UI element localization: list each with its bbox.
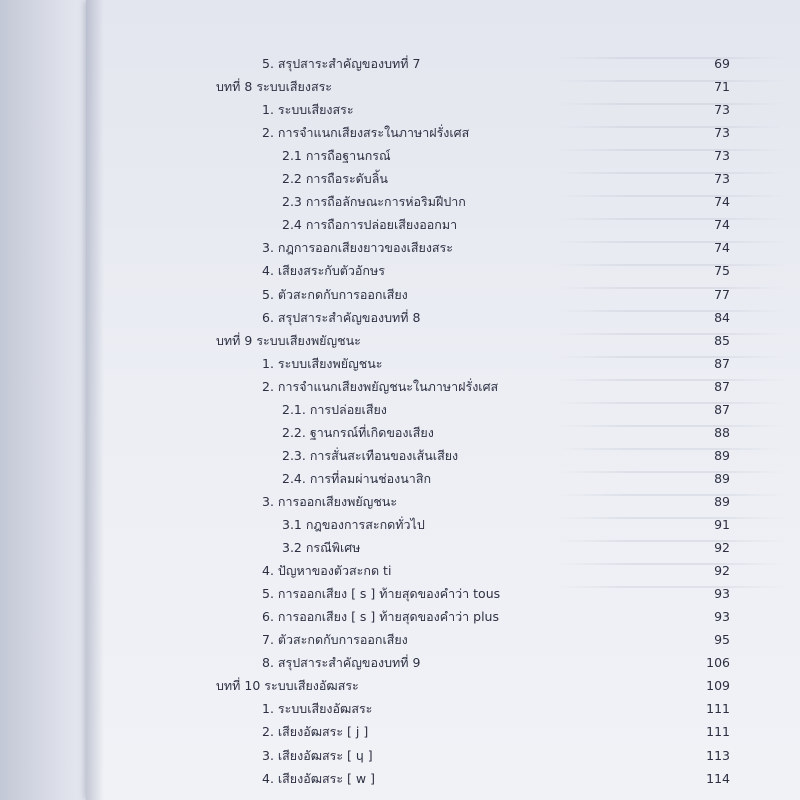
toc-entry-label: 4. ปัญหาของตัวสะกด ti (262, 563, 392, 579)
toc-page-number: 87 (714, 401, 730, 417)
toc-entry-label: 1. ระบบเสียงพยัญชนะ (262, 355, 383, 371)
toc-page-number: 93 (714, 609, 730, 625)
toc-page-number: 111 (706, 701, 730, 717)
toc-entry-label: 2.3. การสั่นสะเทือนของเส้นเสียง (282, 447, 459, 463)
toc-page-number: 73 (714, 171, 730, 187)
toc-entry-label: 4. เสียงอัฒสระ [ w ] (262, 770, 375, 786)
toc-page-number: 73 (714, 102, 730, 118)
book-cover-edge (0, 0, 86, 800)
toc-entry-label: 2.2 การถือระดับลิ้น (282, 171, 388, 187)
toc-page-number: 106 (706, 655, 730, 671)
toc-page-number: 111 (706, 724, 730, 740)
toc-page-number: 89 (714, 493, 730, 509)
toc-chapter-heading: บทที่ 9 ระบบเสียงพยัญชนะ (216, 332, 361, 348)
toc-page-number: 74 (714, 240, 730, 256)
toc-entry-label: 2. การจำแนกเสียงสระในภาษาฝรั่งเศส (262, 125, 470, 141)
toc-entry-label: 1. ระบบเสียงสระ (262, 102, 354, 118)
toc-entry-label: 2.1 การถือฐานกรณ์ (282, 148, 391, 164)
toc-entry-label: 2.4. การที่ลมผ่านช่องนาสิก (282, 470, 432, 486)
toc-entry-label: 2. เสียงอัฒสระ [ j ] (262, 724, 369, 740)
toc-page-number: 69 (714, 56, 730, 71)
table-of-contents (86, 0, 800, 800)
book-page (86, 0, 800, 800)
toc-entry-label: 6. การออกเสียง [ s ] ท้ายสุดของคำว่า plus (262, 609, 499, 625)
toc-page-number: 114 (706, 770, 730, 786)
toc-entry-label: 2.4 การถือการปล่อยเสียงออกมา (282, 217, 458, 233)
toc-page-number: 109 (706, 678, 730, 694)
toc-entry-label: 5. ตัวสะกดกับการออกเสียง (262, 286, 408, 302)
toc-page-number: 95 (714, 632, 730, 648)
toc-page-number: 85 (714, 332, 730, 348)
toc-entry-label: 3.2 กรณีพิเศษ (282, 540, 361, 556)
toc-entry-label: 3. เสียงอัฒสระ [ ɥ ] (262, 747, 373, 763)
toc-page-number: 73 (714, 148, 730, 164)
toc-entry-label: 2.2. ฐานกรณ์ที่เกิดของเสียง (282, 424, 434, 440)
toc-entry-label: 3. การออกเสียงพยัญชนะ (262, 493, 398, 509)
toc-page-number: 75 (714, 263, 730, 279)
toc-page-number: 87 (714, 355, 730, 371)
toc-page-number: 89 (714, 470, 730, 486)
toc-page-number: 92 (714, 540, 730, 556)
toc-page-number: 91 (714, 517, 730, 532)
toc-entry-label: 5. สรุปสาระสำคัญของบทที่ 7 (262, 56, 421, 71)
toc-chapter-heading: บทที่ 10 ระบบเสียงอัฒสระ (216, 678, 359, 694)
toc-entry-label: 6. สรุปสาระสำคัญของบทที่ 8 (262, 309, 421, 325)
toc-entry-label: 7. ตัวสะกดกับการออกเสียง (262, 632, 408, 648)
toc-page-number: 93 (714, 586, 730, 602)
toc-entry-label: 4. เสียงสระกับตัวอักษร (262, 263, 385, 279)
toc-page-number: 73 (714, 125, 730, 141)
toc-chapter-heading: บทที่ 8 ระบบเสียงสระ (216, 79, 332, 95)
toc-entry-label: 2.1. การปล่อยเสียง (282, 401, 387, 417)
toc-page-number: 77 (714, 286, 730, 302)
toc-page-number: 74 (714, 217, 730, 233)
toc-entry-label: 3.1 กฎของการสะกดทั่วไป (282, 517, 425, 532)
toc-entry-label: 5. การออกเสียง [ s ] ท้ายสุดของคำว่า tous (262, 586, 501, 602)
toc-entry-label: 2. การจำแนกเสียงพยัญชนะในภาษาฝรั่งเศส (262, 378, 499, 394)
toc-page-number: 87 (714, 378, 730, 394)
toc-page-number: 92 (714, 563, 730, 579)
toc-entry-label: 1. ระบบเสียงอัฒสระ (262, 701, 373, 717)
toc-entry-label: 3. กฎการออกเสียงยาวของเสียงสระ (262, 240, 453, 256)
toc-entry-label: 8. สรุปสาระสำคัญของบทที่ 9 (262, 655, 421, 671)
toc-page-number: 89 (714, 447, 730, 463)
toc-page-number: 71 (714, 79, 730, 95)
toc-page-number: 113 (706, 747, 730, 763)
toc-page-number: 88 (714, 424, 730, 440)
toc-page-number: 74 (714, 194, 730, 210)
toc-entry-label: 2.3 การถือลักษณะการห่อริมฝีปาก (282, 194, 466, 210)
toc-page-number: 84 (714, 309, 730, 325)
